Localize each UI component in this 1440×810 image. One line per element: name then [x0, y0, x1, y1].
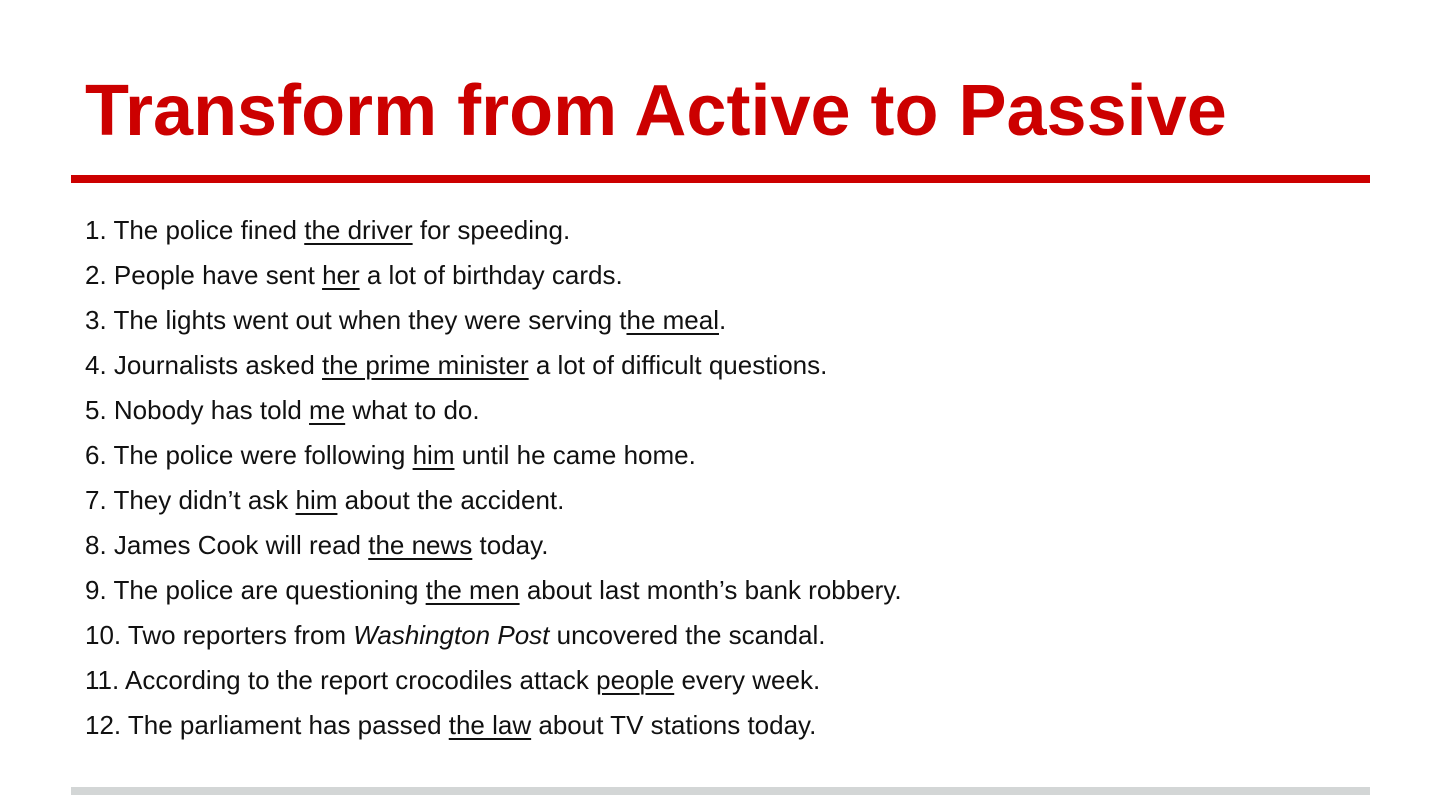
sentence-text: about TV stations today. — [531, 710, 817, 740]
sentence-item — [85, 208, 902, 253]
underlined-object: the men — [425, 575, 520, 605]
title-divider — [71, 175, 1370, 183]
underlined-object: the law — [448, 710, 532, 740]
sentence-list — [85, 208, 902, 748]
sentence-item — [85, 253, 902, 298]
sentence-text: . — [718, 305, 727, 335]
underlined-object: the news — [368, 530, 473, 560]
sentence-item — [85, 613, 902, 658]
sentence-item — [85, 658, 902, 703]
sentence-text: 2. People have sent — [85, 260, 323, 290]
sentence-item — [85, 433, 902, 478]
sentence-text: 10. Two reporters from — [85, 620, 354, 650]
sentence-text: today. — [472, 530, 549, 560]
footer-divider — [71, 787, 1370, 795]
sentence-item — [85, 703, 902, 748]
sentence-text: a lot of difficult questions. — [528, 350, 828, 380]
sentence-item — [85, 478, 902, 523]
underlined-object: me — [309, 395, 346, 425]
sentence-text: 12. The parliament has passed — [85, 710, 449, 740]
underlined-object: her — [322, 260, 360, 290]
sentence-text: what to do. — [345, 395, 480, 425]
sentence-text: for speeding. — [412, 215, 571, 245]
sentence-text: 8. James Cook will read — [85, 530, 369, 560]
sentence-text: 6. The police were following — [85, 440, 413, 470]
sentence-text: about the accident. — [337, 485, 565, 515]
sentence-text: 1. The police fined — [85, 215, 305, 245]
sentence-text: 3. The lights went out when they were serving t — [85, 305, 627, 335]
underlined-object: the prime minister — [322, 350, 529, 380]
sentence-text: 11. According to the report crocodiles attack — [85, 665, 597, 695]
sentence-item — [85, 343, 902, 388]
sentence-text: 7. They didn’t ask — [85, 485, 296, 515]
sentence-text: uncovered the scandal. — [549, 620, 826, 650]
sentence-text: until he came home. — [454, 440, 696, 470]
sentence-item — [85, 388, 902, 433]
underlined-object: him — [412, 440, 455, 470]
slide-title: Transform from Active to Passive — [85, 71, 1227, 151]
underlined-object: him — [295, 485, 338, 515]
sentence-text: a lot of birthday cards. — [359, 260, 623, 290]
sentence-text: every week. — [674, 665, 821, 695]
sentence-text: 4. Journalists asked — [85, 350, 323, 380]
sentence-item — [85, 568, 902, 613]
sentence-text: 5. Nobody has told — [85, 395, 310, 425]
underlined-object: people — [596, 665, 675, 695]
sentence-text: 9. The police are questioning — [85, 575, 426, 605]
sentence-text: about last month’s bank robbery. — [519, 575, 902, 605]
underlined-object: the driver — [304, 215, 413, 245]
underlined-object: he meal — [626, 305, 719, 335]
sentence-item — [85, 523, 902, 568]
sentence-item — [85, 298, 902, 343]
italic-title: Washington Post — [353, 620, 550, 650]
